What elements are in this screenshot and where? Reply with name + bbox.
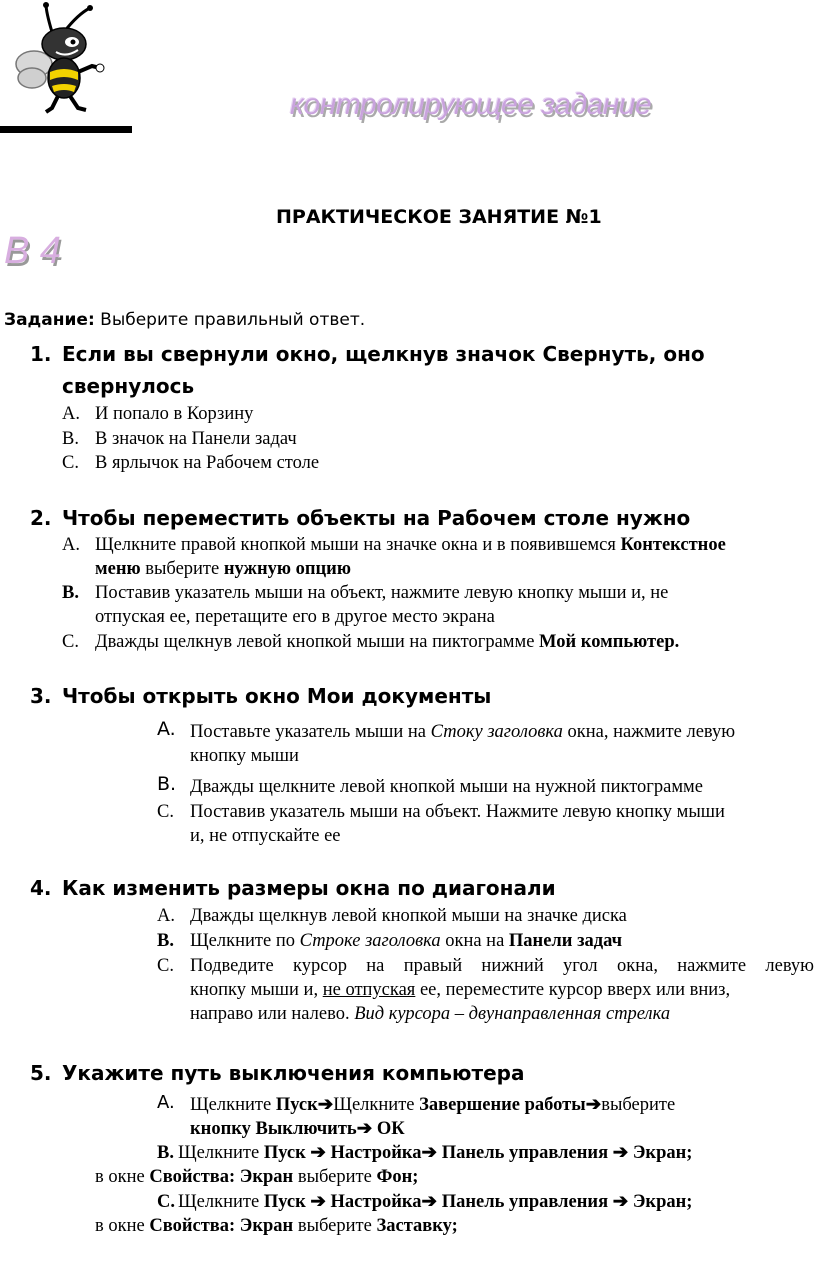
q2-option-c-label: C. [62, 632, 79, 652]
q1-option-c: В ярлычок на Рабочем столе [95, 453, 320, 473]
q1-option-b: В значок на Панели задач [95, 429, 297, 449]
q5-option-c: Щелкните Пуск ➔ Настройка➔ Панель управления ➔ Экран; [178, 1192, 693, 1212]
question-1-text-cont: свернулось [62, 374, 195, 398]
q4-option-b-label: B. [157, 931, 174, 951]
q2-option-b-label: B. [62, 583, 79, 603]
arrow-icon: ➔ [317, 1095, 334, 1115]
q4-option-c: Подведите курсор на правый нижний угол окна, нажмите левую [190, 956, 814, 976]
q5-option-b-cont: в окне Свойства: Экран выберите Фон; [95, 1167, 419, 1187]
q5-option-c-cont: в окне Свойства: Экран выберите Заставку; [95, 1216, 458, 1236]
header-rule [0, 126, 132, 133]
question-4-number: 4. [30, 876, 52, 900]
bee-logo [12, 2, 108, 120]
q3-option-b: Дважды щелкните левой кнопкой мыши на нужной пиктограмме [190, 777, 703, 797]
q5-option-a-label: A. [157, 1092, 175, 1113]
q2-option-a-cont: меню выберите нужную опцию [95, 559, 351, 579]
page-title: ПРАКТИЧЕСКОЕ ЗАНЯТИЕ №1 [276, 206, 602, 228]
arrow-icon: ➔ [310, 1143, 326, 1163]
task-label: Задание: [4, 310, 95, 330]
q3-option-a: Поставьте указатель мыши на Стоку заголовка окна, нажмите левую [190, 722, 736, 742]
question-2-number: 2. [30, 506, 52, 530]
q4-option-c-cont: кнопку мыши и, не отпуская ее, переместите курсор вверх или вниз, [190, 980, 731, 1000]
q4-option-c-cont2: направо или налево. Вид курсора – двунаправленная стрелка [190, 1004, 671, 1024]
q3-option-c-cont: и, не отпускайте ее [190, 826, 341, 846]
arrow-icon: ➔ [421, 1143, 438, 1163]
question-1-number: 1. [30, 342, 52, 366]
q4-option-c-label: C. [157, 956, 174, 976]
q2-option-c: Дважды щелкнув левой кнопкой мыши на пиктограмме Мой компьютер. [95, 632, 680, 652]
q3-option-a-label: A. [157, 718, 176, 740]
q2-option-a: Щелкните правой кнопкой мыши на значке окна и в появившемся Контекстное [95, 535, 726, 555]
question-1-text: Если вы свернули окно, щелкнув значок Свернуть, оно [62, 342, 705, 366]
q3-option-c: Поставив указатель мыши на объект. Нажмите левую кнопку мыши [190, 802, 725, 822]
arrow-icon: ➔ [612, 1192, 629, 1212]
q4-option-a: Дважды щелкнув левой кнопкой мыши на значке диска [190, 906, 627, 926]
q5-option-c-label: C. [157, 1192, 175, 1212]
task-text: Выберите правильный ответ. [94, 310, 366, 330]
q5-option-a: Щелкните Пуск➔Щелкните Завершение работы➔выберите [190, 1095, 676, 1115]
q4-option-a-label: A. [157, 906, 175, 926]
q3-option-a-cont: кнопку мыши [190, 746, 299, 766]
q5-option-a-cont: кнопку Выключить➔ ОК [190, 1119, 405, 1139]
arrow-icon: ➔ [356, 1119, 373, 1139]
q1-option-a-label: A. [62, 404, 80, 424]
arrow-icon: ➔ [310, 1192, 326, 1212]
q3-option-b-label: B. [157, 773, 177, 795]
arrow-icon: ➔ [585, 1095, 602, 1115]
arrow-icon: ➔ [612, 1143, 629, 1163]
wordart-heading: контролирующее задание [290, 88, 652, 121]
question-3-number: 3. [30, 684, 52, 708]
question-5-text: Укажите путь выключения компьютера [62, 1061, 525, 1085]
question-5-number: 5. [30, 1061, 52, 1085]
q1-option-a: И попало в Корзину [95, 404, 254, 424]
task-instruction [4, 310, 365, 330]
q2-option-b: Поставив указатель мыши на объект, нажмите левую кнопку мыши и, не [95, 583, 669, 603]
q1-option-c-label: C. [62, 453, 79, 473]
question-4-text: Как изменить размеры окна по диагонали [62, 876, 556, 900]
question-2-text: Чтобы переместить объекты на Рабочем столе нужно [62, 506, 691, 530]
q5-option-b-label: B. [157, 1143, 174, 1163]
q4-option-b: Щелкните по Строке заголовка окна на Панели задач [190, 931, 623, 951]
q2-option-a-label: A. [62, 535, 80, 555]
q2-option-b-cont: отпуская ее, перетащите его в другое место экрана [95, 607, 495, 627]
arrow-icon: ➔ [421, 1192, 438, 1212]
q5-option-b: Щелкните Пуск ➔ Настройка➔ Панель управления ➔ Экран; [178, 1143, 693, 1163]
q3-option-c-label: C. [157, 802, 174, 822]
question-3-text: Чтобы открыть окно Мои документы [62, 684, 492, 708]
variant-label: В 4 [4, 230, 62, 272]
q1-option-b-label: B. [62, 429, 79, 449]
